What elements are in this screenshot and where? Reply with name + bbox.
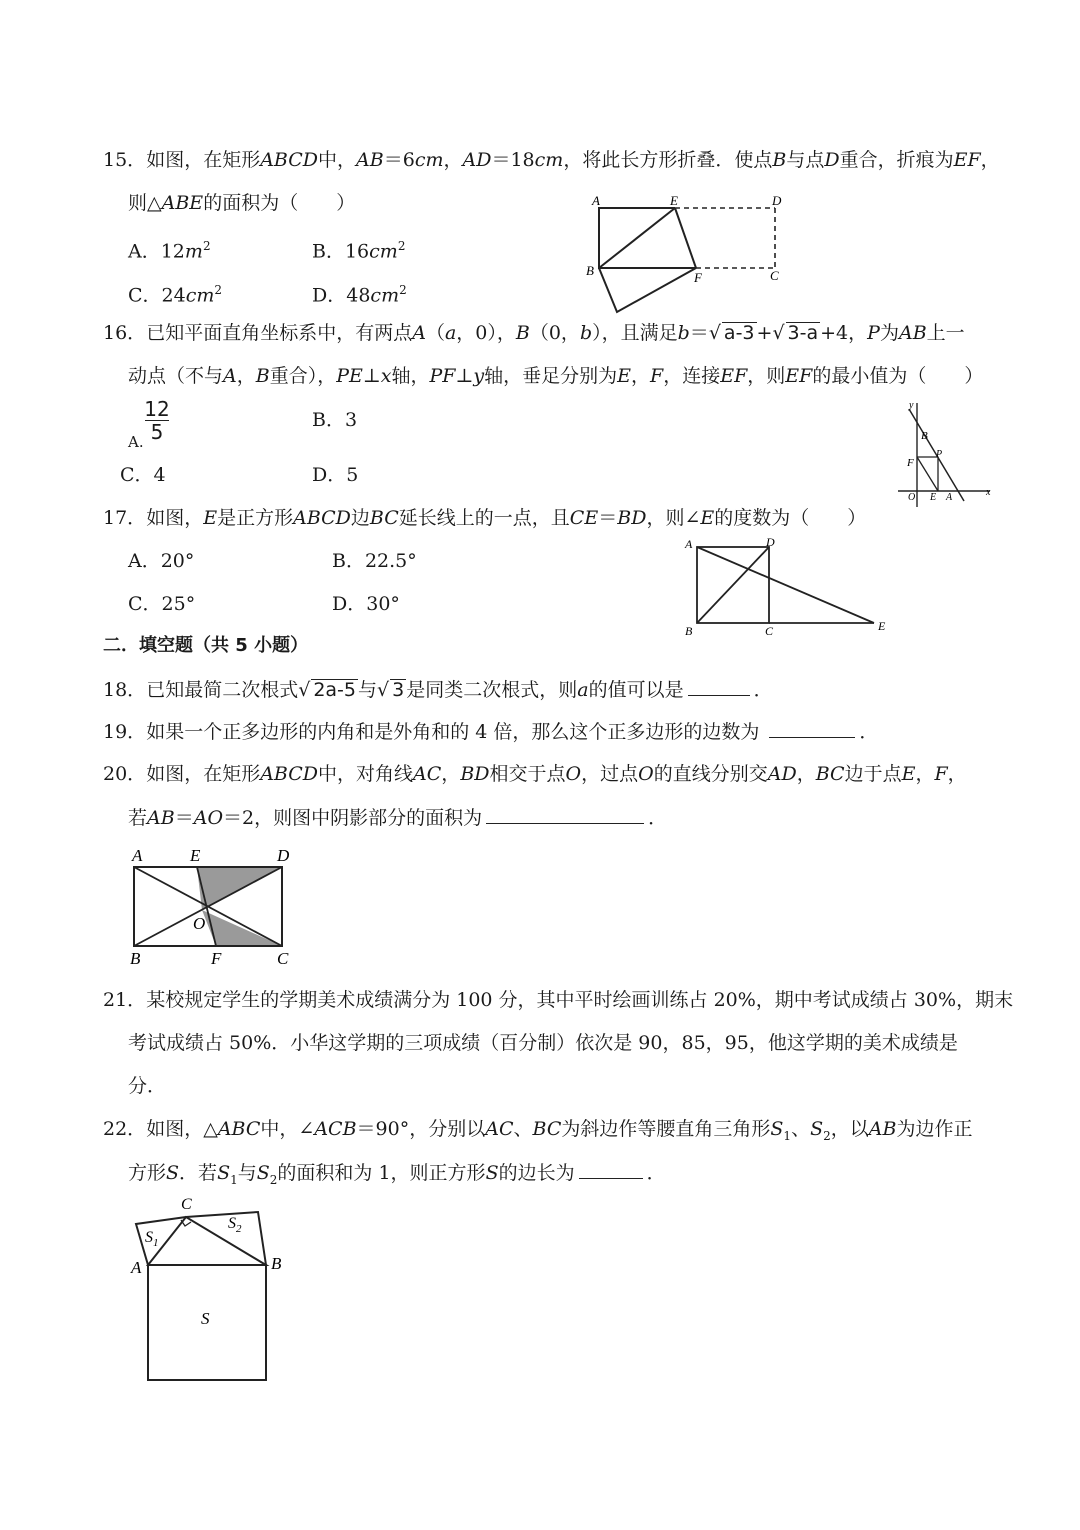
- q15-label-d: D: [772, 193, 782, 208]
- q22-triangle-abc: [148, 1217, 266, 1265]
- q17-label-b: B: [685, 624, 693, 638]
- q22-label-a: A: [131, 1258, 142, 1277]
- q15-label-e: E: [670, 193, 678, 208]
- question-20-line-2: 若AB＝AO＝2，则图中阴影部分的面积为 ．: [128, 807, 668, 829]
- q16-option-d: D．5: [312, 464, 359, 486]
- q16-label-x: x: [986, 487, 991, 498]
- q20-label-d: D: [277, 846, 290, 865]
- question-22-line-1: 22．如图，△ABC中，∠ACB＝90°，分别以AC、BC为斜边作等腰直角三角形$S_1$、$S_2$，以AB为边作正: [103, 1118, 973, 1143]
- q15-rect-left: [599, 208, 696, 268]
- q15-option-d: D．$48cm^2$: [312, 283, 407, 307]
- q16-label-a: A: [946, 492, 953, 503]
- question-19: 19．如果一个正多边形的内角和是外角和的 4 倍，那么这个正多边形的边数为 ．: [103, 721, 879, 743]
- q17-option-a: A．20°: [128, 550, 195, 572]
- section-title: 二．填空题（共 5 小题）: [103, 635, 309, 656]
- q15-label-f: F: [694, 270, 702, 285]
- question-15-line-1: 15．如图，在矩形ABCD中，AB＝6cm，AD＝18cm，将此长方形折叠．使点B与点D重合，折痕为EF，: [103, 149, 1000, 171]
- q16-option-a-label: A.: [128, 433, 144, 451]
- question-17-stem: 17．如图，E是正方形ABCD边BC延长线上的一点，且CE＝BD，则∠E的度数为（ ）: [103, 507, 867, 529]
- q16-label-e: E: [930, 492, 937, 503]
- q16-label-f: F: [907, 457, 914, 469]
- q15-folded-flap: [599, 268, 696, 312]
- q15-option-c: C．$24cm^2$: [128, 283, 223, 307]
- q16-label-y: y: [909, 400, 914, 411]
- question-18: 18．已知最简二次根式√ 2a-5 与√ 3 是同类二次根式，则a的值可以是 ．: [103, 679, 773, 701]
- q17-option-c: C．25°: [128, 593, 196, 615]
- q22-answer-blank[interactable]: [579, 1160, 643, 1179]
- q22-label-s1: $S_1$: [145, 1229, 159, 1249]
- q15-label-b: B: [586, 263, 594, 278]
- q17-figure: [680, 535, 890, 640]
- q17-label-d: D: [766, 535, 775, 549]
- q20-figure: [120, 840, 310, 975]
- q16-label-o: O: [908, 492, 916, 503]
- q17-line-ae: [697, 547, 874, 623]
- q20-label-a: A: [132, 846, 143, 865]
- q16-option-c: C．4: [120, 464, 166, 486]
- q15-option-a: A．$12m^2$: [128, 239, 211, 263]
- q20-label-e: E: [190, 846, 201, 865]
- question-20-line-1: 20．如图，在矩形ABCD中，对角线AC，BD相交于点O，过点O的直线分别交AD，BC边于点E，F，: [103, 763, 967, 785]
- q20-label-c: C: [277, 949, 289, 968]
- q20-label-b: B: [130, 949, 141, 968]
- q16-frac-numerator: 12: [144, 397, 170, 421]
- q22-figure: [120, 1190, 300, 1390]
- q17-label-c: C: [765, 624, 774, 638]
- q15-line-be: [599, 208, 675, 268]
- question-21-line-2: 考试成绩占 50%．小华这学期的三项成绩（百分制）依次是 90，85，95，他这学期的美术成绩是: [128, 1032, 958, 1054]
- q16-label-b: B: [921, 430, 928, 442]
- question-15-line-2: 则△ABE的面积为（ ）: [128, 192, 356, 214]
- q20-label-f: F: [211, 949, 222, 968]
- q20-label-o: O: [193, 914, 206, 933]
- q17-diagonal-bd: [697, 547, 769, 623]
- q17-label-e: E: [878, 619, 886, 633]
- question-22-line-2: 方形S．若$S_1$与$S_2$的面积和为 1，则正方形S的边长为 ．: [128, 1162, 666, 1187]
- q17-label-a: A: [685, 537, 693, 551]
- question-16-line-2: 动点（不与A，B重合），PE⊥x轴，PF⊥y轴，垂足分别为E，F，连接EF，则EF的最小值为（ ）: [128, 365, 984, 387]
- q18-answer-blank[interactable]: [688, 677, 750, 696]
- q16-label-p: P: [936, 449, 943, 460]
- q15-figure: [580, 190, 800, 320]
- q22-label-b: B: [271, 1254, 282, 1273]
- q20-answer-blank[interactable]: [486, 805, 644, 824]
- q19-answer-blank[interactable]: [769, 719, 855, 738]
- q17-option-d: D．30°: [332, 593, 400, 615]
- q16-option-a-fraction: [144, 398, 170, 443]
- q16-frac-denominator: 5: [150, 420, 164, 444]
- q16-ef: [917, 457, 938, 491]
- q15-option-b: B．$16cm^2$: [312, 239, 406, 263]
- q16-option-b: B．3: [312, 409, 358, 431]
- q22-label-s2: $S_2$: [228, 1215, 242, 1235]
- q16-figure: [890, 395, 1000, 510]
- q22-label-c: C: [181, 1196, 192, 1213]
- q22-label-s: S: [201, 1309, 210, 1328]
- q15-fold-ef: [675, 208, 696, 268]
- q22-triangle-s1: [136, 1217, 186, 1265]
- q17-option-b: B．22.5°: [332, 550, 417, 572]
- question-21-line-1: 21．某校规定学生的学期美术成绩满分为 100 分，其中平时绘画训练占 20%，期中考试成绩占 30%，期末: [103, 989, 1014, 1011]
- question-21-line-3: 分．: [128, 1075, 167, 1097]
- q15-label-a: A: [592, 193, 600, 208]
- q15-label-c: C: [770, 268, 779, 283]
- question-16-line-1: 16．已知平面直角坐标系中，有两点A（a，0），B（0，b），且满足b＝√ a-3 +√ 3-a +4，P为AB上一: [103, 322, 965, 344]
